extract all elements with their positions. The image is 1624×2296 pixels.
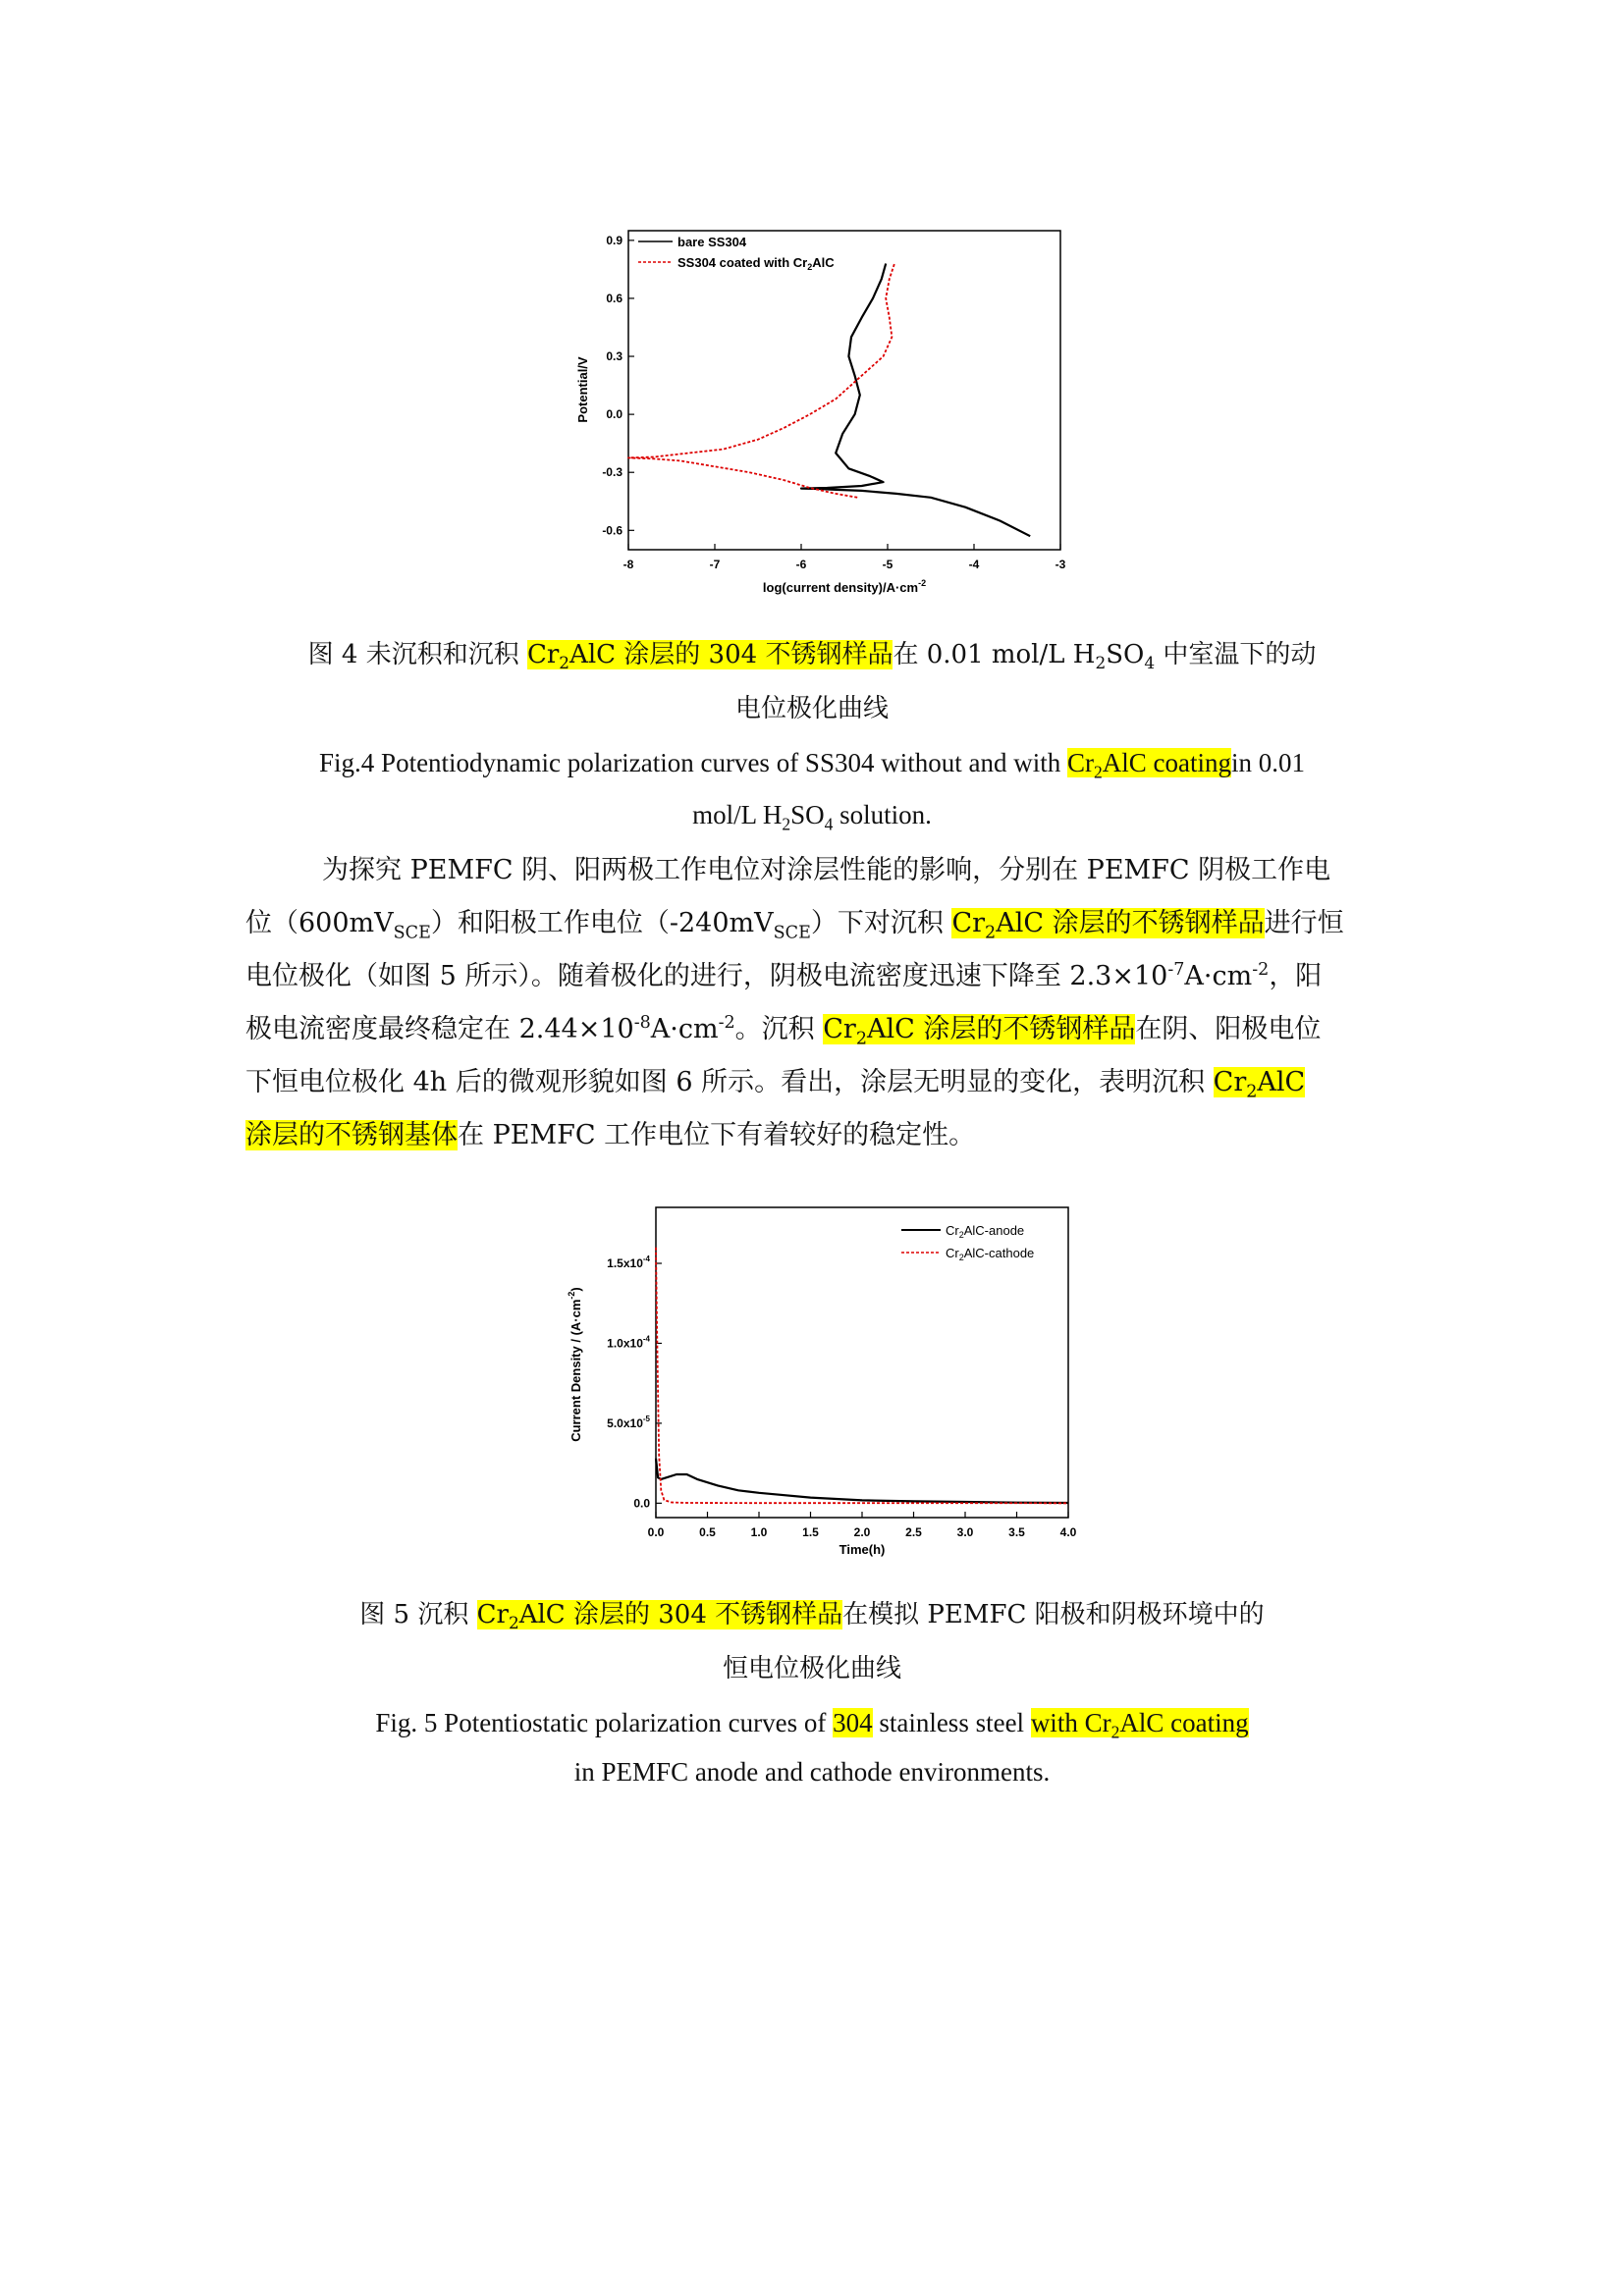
- fig5-xtick-label: 2.0: [853, 1525, 871, 1539]
- fig5-xlabel: Time(h): [839, 1542, 886, 1557]
- para-line-3: 电位极化（如图 5 所示）。随着极化的进行，阴极电流密度迅速下降至 $2.3\times 10^{-7}A\cdot cm^{-2}$，阳: [245, 960, 1323, 991]
- fig5-xtick-label: 4.0: [1059, 1525, 1077, 1539]
- fig4-xtick-label: -5: [882, 558, 893, 571]
- fig4-xtick-label: -8: [623, 558, 634, 571]
- figure-5-chart: [558, 1198, 1088, 1566]
- fig5-caption-en-line1: Fig. 5 Potentiostatic polarization curves of 304 stainless steel with $Cr_2AlC$ coating: [375, 1708, 1249, 1742]
- fig4-xlabel: log(current $density)/A\cdot cm^{-2}$: [762, 578, 927, 595]
- fig5-series-0-line: [656, 1459, 1068, 1503]
- fig4-caption-cn-line1: 图 4 未沉积和沉积 $Cr_2AlC$ 涂层的 304 不锈钢样品在 0.01 mol/L $H_2SO_4$ 中室温下的动: [307, 640, 1317, 673]
- fig5-caption-cn-line1: 图 5 沉积 $Cr_2AlC$ 涂层的 304 不锈钢样品在模拟 PEMFC 阳极和阴极环境中的: [359, 1600, 1265, 1633]
- fig5-caption-en-line2: in PEMFC anode and cathode environments.: [573, 1757, 1051, 1787]
- fig4-xtick-label: -4: [968, 558, 980, 571]
- fig4-ylabel: Potential/V: [575, 356, 590, 423]
- fig5-xtick-label: 1.5: [802, 1525, 819, 1539]
- fig4-legend-bare: bare SS304: [677, 235, 747, 249]
- para-line-1: 为探究 PEMFC 阴、阳两极工作电位对涂层性能的影响，分别在 PEMFC 阴极工作电: [322, 855, 1331, 885]
- fig4-xtick-label: -6: [795, 558, 807, 571]
- fig4-caption-cn-line2: 电位极化曲线: [734, 694, 889, 723]
- fig5-ytick-label: 0.0: [633, 1496, 650, 1511]
- fig5-ylabel: Current Density / $(A\cdot cm^{-2})$: [567, 1287, 583, 1442]
- fig4-legend-coated: SS304 coated with $Cr_2AlC$: [677, 255, 835, 272]
- fig5-ytick-label: $1.0x10^{-4}$: [607, 1334, 650, 1351]
- fig5-xtick-label: 0.5: [699, 1525, 716, 1539]
- body-paragraph: [245, 844, 1386, 1162]
- para-line-4: 极电流密度最终稳定在 $2.44\times 10^{-8}A\cdot cm^{-2}$。沉积 $Cr_2AlC$ 涂层的不锈钢样品在阴、阳极电位: [245, 1013, 1322, 1049]
- fig5-series-1-line: [656, 1248, 1068, 1504]
- fig4-xtick-label: -7: [709, 558, 721, 571]
- fig5-ytick-label: $1.5x10^{-4}$: [607, 1255, 650, 1271]
- fig4-series-1-line: [628, 264, 894, 498]
- para-line-5: 下恒电位极化 4h 后的微观形貌如图 6 所示。看出，涂层无明显的变化，表明沉积 $Cr_2AlC$: [245, 1067, 1306, 1102]
- fig4-caption-en-line1: Fig.4 Potentiodynamic polarization curves of SS304 without and with $Cr_2AlC$ coatingin 0.01: [319, 748, 1305, 782]
- fig5-xtick-label: 2.5: [905, 1525, 922, 1539]
- fig4-ytick-label: 0.6: [606, 291, 623, 305]
- fig4-ytick-label: 0.9: [606, 233, 623, 247]
- fig4-ytick-label: -0.3: [602, 465, 623, 480]
- fig4-plot-frame: [628, 231, 1060, 550]
- fig5-xtick-label: 3.0: [956, 1525, 974, 1539]
- para-line-2: 位$(600mV_{SCE})$和阳极工作电位$(-240mV_{SCE})$下对沉积 $Cr_2AlC$ 涂层的不锈钢样品进行恒: [245, 908, 1344, 943]
- fig4-ytick-label: -0.6: [602, 523, 623, 538]
- fig4-ytick-label: 0.3: [606, 349, 623, 364]
- fig5-ytick-label: $5.0x10^{-5}$: [607, 1414, 650, 1430]
- fig4-ytick-label: 0.0: [606, 407, 623, 422]
- fig5-xtick-label: 1.0: [750, 1525, 768, 1539]
- fig5-xtick-label: 0.0: [647, 1525, 665, 1539]
- fig5-xtick-label: 3.5: [1008, 1525, 1025, 1539]
- para-line-6: 涂层的不锈钢基体在 PEMFC 工作电位下有着较好的稳定性。: [245, 1120, 976, 1150]
- fig4-xtick-label: -3: [1055, 558, 1066, 571]
- fig5-legend-cathode: $Cr_2AlC$-cathode: [946, 1246, 1035, 1262]
- fig4-caption-en-line2: mol/L $H_2SO_4$ solution.: [692, 800, 932, 834]
- fig4-series-0-line: [801, 264, 1030, 537]
- fig5-caption-cn-line2: 恒电位极化曲线: [722, 1654, 901, 1683]
- figure-4-chart: [550, 221, 1080, 604]
- fig5-legend-anode: $Cr_2AlC$-anode: [946, 1223, 1025, 1240]
